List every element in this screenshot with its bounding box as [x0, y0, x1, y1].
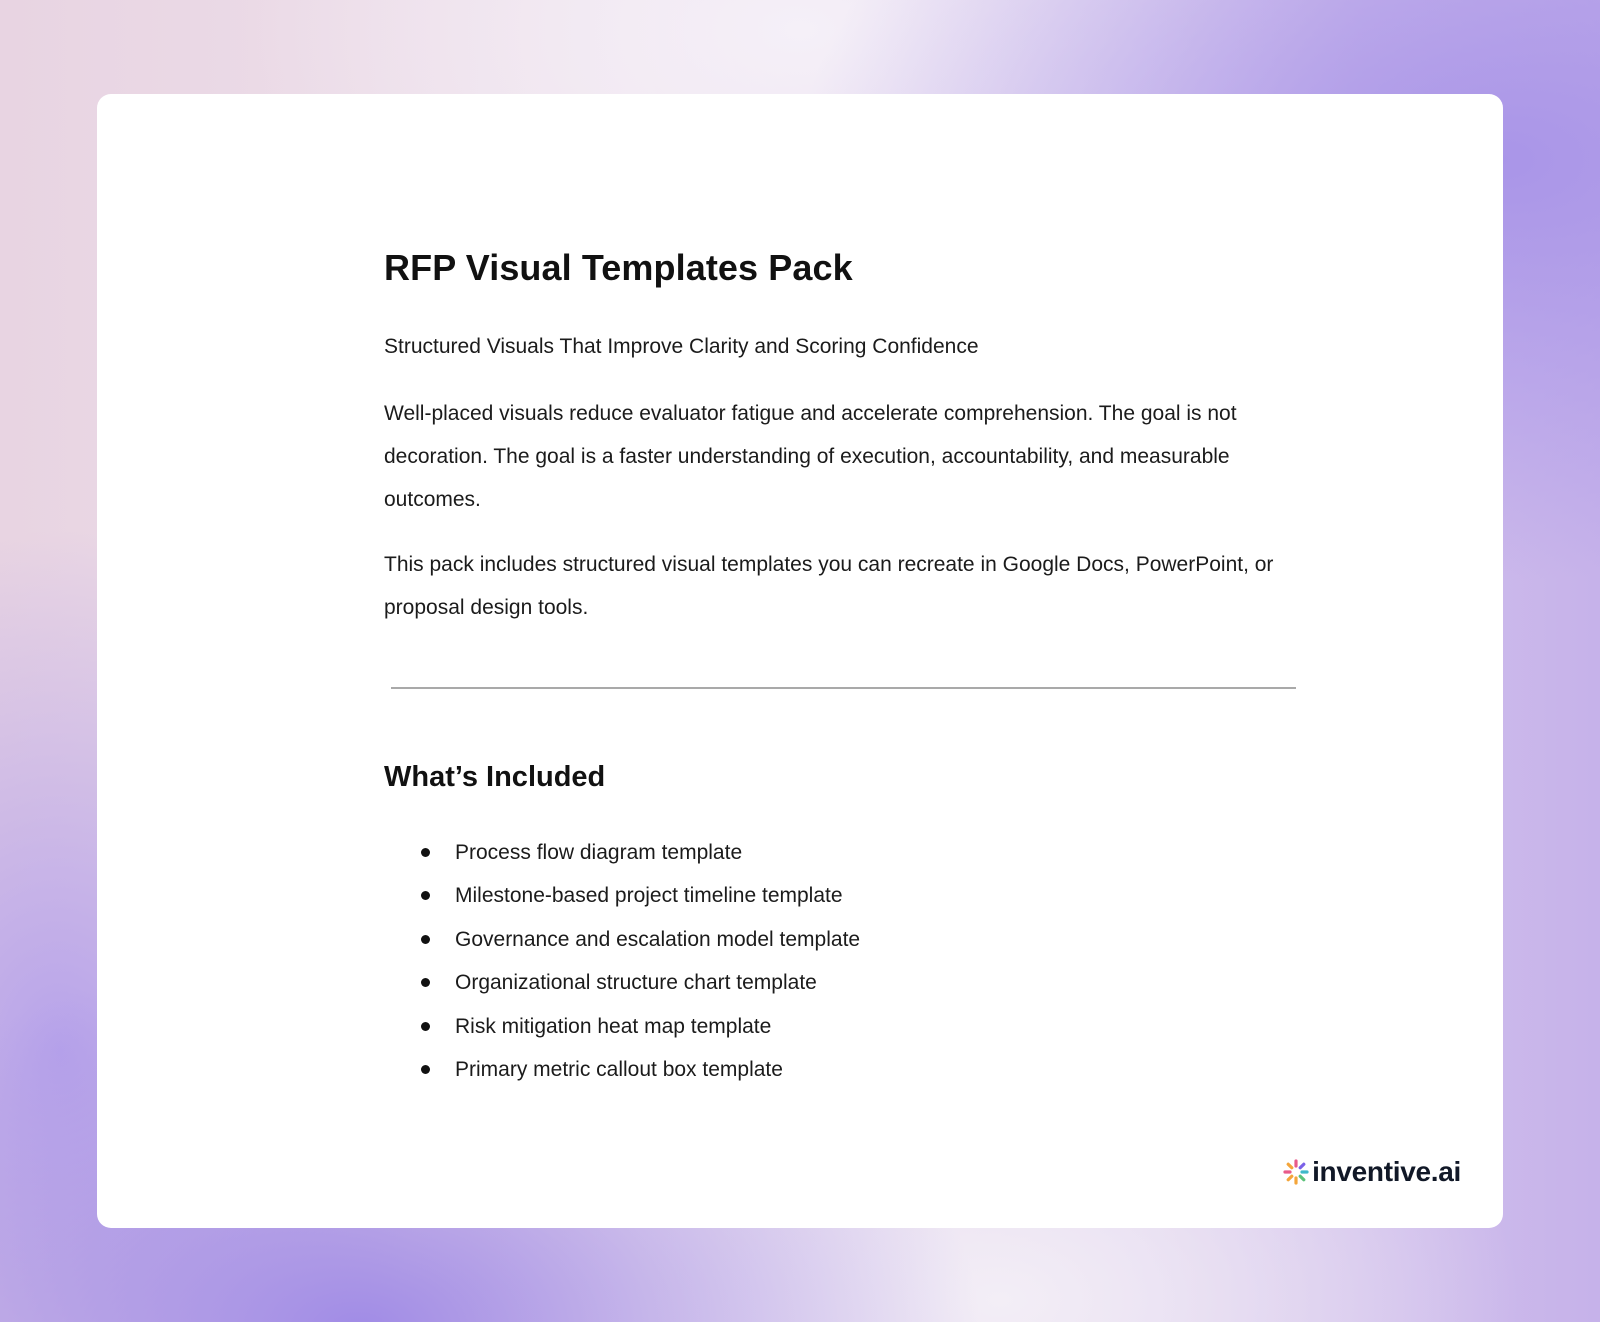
document-card	[97, 94, 1503, 1228]
list-item-label: Primary metric callout box template	[455, 1057, 783, 1081]
intro-paragraph: Well-placed visuals reduce evaluator fatigue and accelerate comprehension. The goal is not decoration. The goal is a faster understanding of execution, accountability, and measurable outcomes.	[384, 402, 1237, 511]
page-title: RFP Visual Templates Pack	[384, 247, 853, 288]
section-heading-whats-included: What’s Included	[384, 761, 606, 793]
list-item	[384, 1005, 860, 1048]
section-divider	[391, 687, 1296, 689]
list-item	[384, 831, 860, 874]
list-item-label: Milestone-based project timeline template	[455, 884, 843, 908]
list-item	[384, 961, 860, 1004]
list-item-label: Organizational structure chart template	[455, 971, 817, 995]
bullet-icon	[421, 935, 430, 944]
included-items-list	[384, 831, 860, 1091]
list-item	[384, 874, 860, 917]
page-subtitle: Structured Visuals That Improve Clarity and Scoring Confidence	[384, 335, 979, 358]
list-item-label: Process flow diagram template	[455, 841, 743, 864]
brand-name: inventive.ai	[1312, 1156, 1461, 1187]
bullet-icon	[421, 1065, 430, 1074]
bullet-icon	[421, 1022, 430, 1031]
list-item	[384, 918, 860, 961]
bullet-icon	[421, 848, 430, 857]
document-body	[384, 246, 1304, 629]
bullet-icon	[421, 978, 430, 987]
bullet-icon	[421, 891, 430, 900]
list-item	[384, 1048, 860, 1091]
list-item-label: Risk mitigation heat map template	[455, 1014, 772, 1038]
burst-icon	[1283, 1159, 1309, 1185]
pack-description-paragraph: This pack includes structured visual templates you can recreate in Google Docs, PowerPoint, or proposal design tools.	[384, 553, 1274, 619]
brand-logo	[1283, 1156, 1461, 1188]
list-item-label: Governance and escalation model template	[455, 927, 861, 951]
